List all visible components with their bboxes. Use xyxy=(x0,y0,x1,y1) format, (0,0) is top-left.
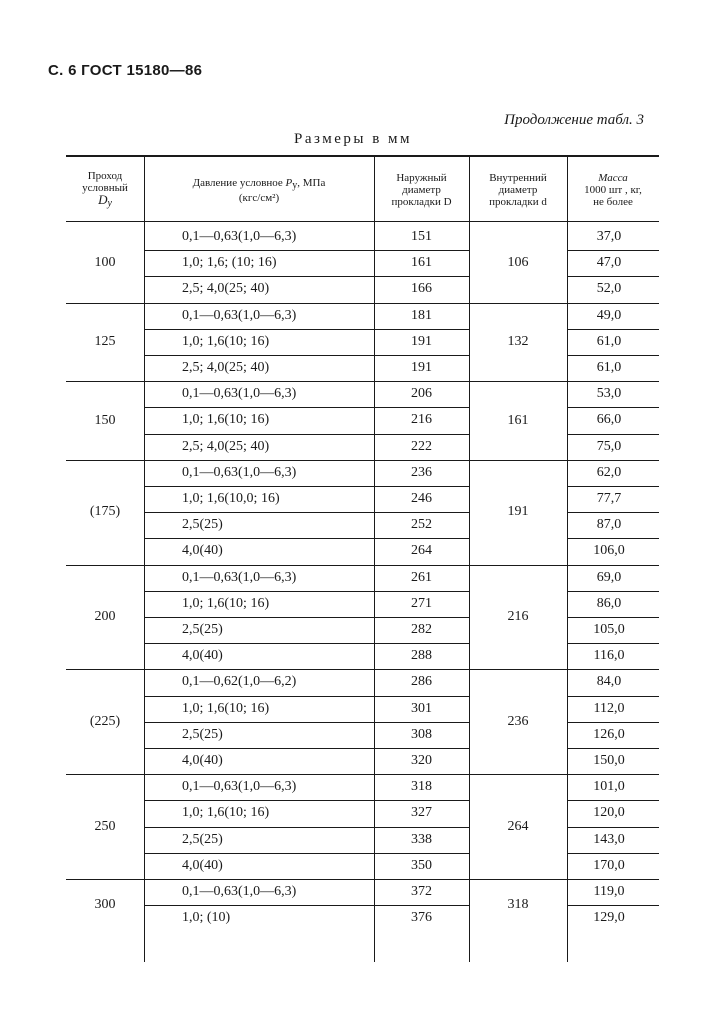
table-continuation-label: Продолжение табл. 3 xyxy=(504,112,644,128)
row-rule xyxy=(144,538,469,539)
inner-diameter-value: 216 xyxy=(507,609,529,624)
nominal-bore-value: (225) xyxy=(89,713,121,729)
row-rule xyxy=(144,355,469,356)
pressure-value: 1,0; 1,6(10; 16) xyxy=(182,700,270,716)
inner-diameter-value: 318 xyxy=(507,897,529,913)
outer-diameter-value: 264 xyxy=(411,543,432,559)
mass-value: 84,0 xyxy=(596,674,622,690)
mass-value: 53,0 xyxy=(596,386,622,402)
outer-diameter-value: 376 xyxy=(411,910,432,926)
pressure-value: 2,5(25) xyxy=(182,517,223,533)
pressure-value: 4,0(40) xyxy=(182,543,223,559)
row-rule xyxy=(567,722,659,723)
mass-value: 62,0 xyxy=(596,464,622,480)
pressure-value: 4,0(40) xyxy=(182,753,223,768)
nominal-bore-value: 300 xyxy=(94,897,116,913)
pressure-value: 1,0; 1,6(10,0; 16) xyxy=(182,491,280,506)
mass-value: 66,0 xyxy=(596,412,622,428)
pressure-value: 1,0; 1,6(10; 16) xyxy=(182,805,270,821)
outer-diameter-value: 327 xyxy=(411,805,432,821)
row-rule xyxy=(144,696,469,697)
pressure-value: 2,5(25) xyxy=(182,831,223,847)
row-rule xyxy=(144,748,469,749)
row-rule xyxy=(567,276,659,277)
pressure-value: 1,0; 1,6(10; 16) xyxy=(182,595,270,611)
row-rule xyxy=(144,434,469,435)
pressure-value: 2,5(25) xyxy=(182,622,223,637)
mass-value: 106,0 xyxy=(593,543,625,559)
pressure-value: 2,5; 4,0(25; 40) xyxy=(182,281,270,297)
row-rule xyxy=(144,905,469,906)
row-rule xyxy=(567,800,659,801)
header-outer-diameter: Наружный диаметр прокладки D xyxy=(391,172,452,208)
mass-value: 49,0 xyxy=(596,307,622,323)
mass-value: 86,0 xyxy=(596,595,622,611)
mass-value: 69,0 xyxy=(596,569,622,585)
mass-value: 170,0 xyxy=(593,857,625,873)
mass-value: 150,0 xyxy=(593,753,625,768)
outer-diameter-value: 301 xyxy=(411,700,432,716)
outer-diameter-value: 252 xyxy=(411,517,432,533)
row-rule xyxy=(144,800,469,801)
mass-value: 116,0 xyxy=(593,648,625,664)
row-rule xyxy=(144,329,469,330)
mass-value: 77,7 xyxy=(596,491,622,506)
pressure-value: 4,0(40) xyxy=(182,648,223,664)
row-rule xyxy=(567,329,659,330)
row-rule xyxy=(144,643,469,644)
outer-diameter-value: 151 xyxy=(411,229,432,244)
row-rule xyxy=(144,591,469,592)
row-rule xyxy=(144,617,469,618)
header-mass: Масса 1000 шт , кг, не более xyxy=(584,172,642,208)
pressure-value: 0,1—0,62(1,0—6,2) xyxy=(182,674,297,690)
inner-diameter-value: 106 xyxy=(507,255,529,271)
row-rule xyxy=(567,512,659,513)
header-pressure: Давление условное Pу, МПа (кгс/см²) xyxy=(192,177,326,204)
inner-diameter-value: 191 xyxy=(507,504,529,520)
pressure-value: 4,0(40) xyxy=(182,857,223,873)
nominal-bore-value: 100 xyxy=(94,255,116,271)
outer-diameter-value: 261 xyxy=(411,569,432,585)
mass-value: 52,0 xyxy=(596,281,622,297)
row-rule xyxy=(144,722,469,723)
nominal-bore-value: 150 xyxy=(94,412,116,428)
nominal-bore-value: 125 xyxy=(94,333,116,349)
outer-diameter-value: 350 xyxy=(411,857,432,873)
mass-value: 47,0 xyxy=(596,255,622,271)
row-rule xyxy=(567,905,659,906)
pressure-value: 1,0; 1,6(10; 16) xyxy=(182,333,270,349)
outer-diameter-value: 191 xyxy=(411,333,432,349)
group-bottom-rule xyxy=(66,565,659,566)
outer-diameter-value: 308 xyxy=(411,726,432,742)
outer-diameter-value: 191 xyxy=(411,360,432,375)
pressure-value: 1,0; (10) xyxy=(182,910,231,926)
nominal-bore-value: (175) xyxy=(89,504,121,520)
mass-value: 75,0 xyxy=(596,438,622,454)
page-header: С. 6 ГОСТ 15180—86 xyxy=(48,62,203,79)
row-rule xyxy=(144,250,469,251)
header-bottom-rule xyxy=(66,221,659,222)
mass-value: 87,0 xyxy=(596,517,622,533)
units-caption: Размеры в мм xyxy=(294,131,413,147)
row-rule xyxy=(567,696,659,697)
row-rule xyxy=(144,407,469,408)
mass-value: 101,0 xyxy=(593,779,625,795)
mass-value: 119,0 xyxy=(593,884,625,899)
row-rule xyxy=(567,617,659,618)
inner-diameter-value: 264 xyxy=(507,818,529,834)
pressure-value: 0,1—0,63(1,0—6,3) xyxy=(182,464,297,480)
row-rule xyxy=(144,276,469,277)
outer-diameter-value: 320 xyxy=(411,753,432,768)
mass-value: 105,0 xyxy=(593,622,625,637)
header-dy: Проход условный $D_у$ xyxy=(82,170,128,209)
outer-diameter-value: 246 xyxy=(411,491,432,506)
pressure-value: 1,0; 1,6(10; 16) xyxy=(182,412,270,428)
pressure-value: 0,1—0,63(1,0—6,3) xyxy=(182,884,297,899)
pressure-value: 2,5; 4,0(25; 40) xyxy=(182,438,270,454)
pressure-value: 2,5; 4,0(25; 40) xyxy=(182,360,270,375)
nominal-bore-value: 250 xyxy=(94,818,116,834)
row-rule xyxy=(144,827,469,828)
outer-diameter-value: 288 xyxy=(411,648,432,664)
outer-diameter-value: 181 xyxy=(411,307,432,323)
outer-diameter-value: 282 xyxy=(411,622,432,637)
pressure-value: 1,0; 1,6; (10; 16) xyxy=(182,255,277,271)
mass-value: 112,0 xyxy=(593,700,625,716)
row-rule xyxy=(567,827,659,828)
table-top-rule xyxy=(66,155,659,157)
row-rule xyxy=(567,643,659,644)
outer-diameter-value: 372 xyxy=(411,884,432,899)
row-rule xyxy=(144,853,469,854)
row-rule xyxy=(567,355,659,356)
mass-value: 143,0 xyxy=(593,831,625,847)
group-bottom-rule xyxy=(66,669,659,670)
mass-value: 129,0 xyxy=(593,910,625,926)
mass-value: 120,0 xyxy=(593,805,625,821)
row-rule xyxy=(567,434,659,435)
group-bottom-rule xyxy=(66,303,659,304)
group-bottom-rule xyxy=(66,774,659,775)
pressure-value: 0,1—0,63(1,0—6,3) xyxy=(182,779,297,795)
row-rule xyxy=(567,250,659,251)
inner-diameter-value: 236 xyxy=(507,713,529,729)
row-rule xyxy=(567,407,659,408)
pressure-value: 0,1—0,63(1,0—6,3) xyxy=(182,386,297,402)
mass-value: 61,0 xyxy=(596,333,622,349)
row-rule xyxy=(567,486,659,487)
row-rule xyxy=(567,591,659,592)
mass-value: 37,0 xyxy=(596,229,622,244)
inner-diameter-value: 132 xyxy=(507,333,529,349)
pressure-value: 0,1—0,63(1,0—6,3) xyxy=(182,569,297,585)
pressure-value: 0,1—0,63(1,0—6,3) xyxy=(182,307,297,323)
group-bottom-rule xyxy=(66,381,659,382)
outer-diameter-value: 216 xyxy=(411,412,432,428)
pressure-value: 2,5(25) xyxy=(182,726,223,742)
header-inner-diameter: Внутренний диаметр прокладки d xyxy=(489,172,547,208)
outer-diameter-value: 271 xyxy=(411,595,432,611)
pressure-value: 0,1—0,63(1,0—6,3) xyxy=(182,229,297,244)
row-rule xyxy=(144,512,469,513)
outer-diameter-value: 222 xyxy=(411,438,432,454)
outer-diameter-value: 236 xyxy=(411,464,432,480)
mass-value: 61,0 xyxy=(596,360,622,375)
outer-diameter-value: 318 xyxy=(411,779,432,795)
inner-diameter-value: 161 xyxy=(507,412,529,428)
nominal-bore-value: 200 xyxy=(94,609,116,624)
row-rule xyxy=(144,486,469,487)
column-divider xyxy=(469,155,470,962)
outer-diameter-value: 161 xyxy=(411,255,432,271)
outer-diameter-value: 338 xyxy=(411,831,432,847)
row-rule xyxy=(567,748,659,749)
group-bottom-rule xyxy=(66,879,659,880)
mass-value: 126,0 xyxy=(593,726,625,742)
outer-diameter-value: 166 xyxy=(411,281,432,297)
row-rule xyxy=(567,538,659,539)
group-bottom-rule xyxy=(66,460,659,461)
row-rule xyxy=(567,853,659,854)
outer-diameter-value: 206 xyxy=(411,386,432,402)
outer-diameter-value: 286 xyxy=(411,674,432,690)
